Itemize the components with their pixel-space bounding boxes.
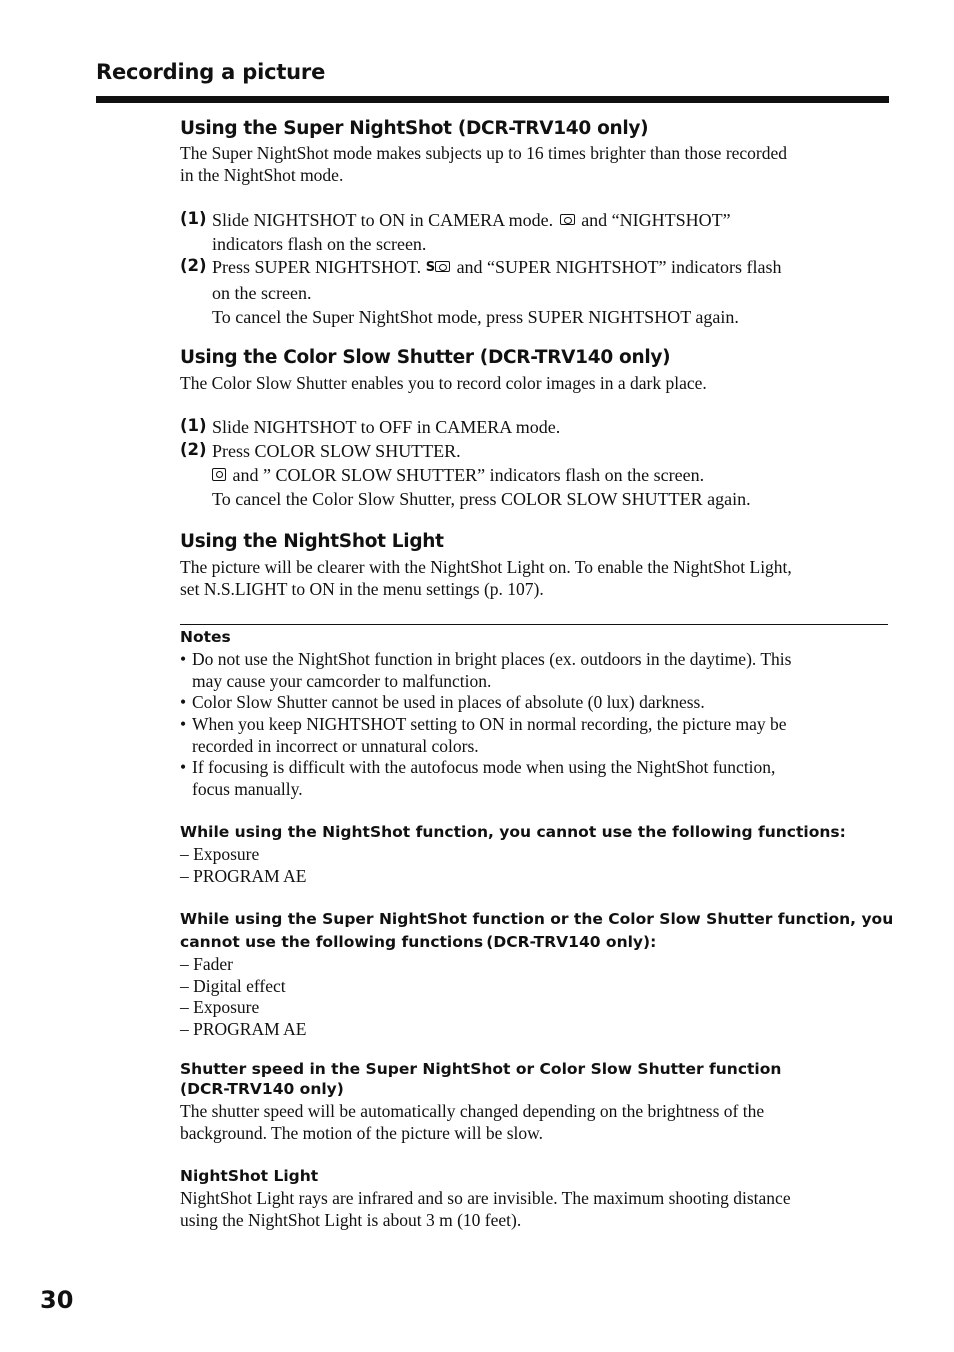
step-text: To cancel the Super NightShot mode, press SUPER NIGHTSHOT again. bbox=[212, 306, 739, 327]
shutter-speed-body bbox=[180, 1101, 888, 1144]
step-number: (2) bbox=[180, 256, 207, 275]
intro-line: The Super NightShot mode makes subjects up to 16 times brighter than those recorded bbox=[180, 143, 788, 163]
bullet-icon: • bbox=[180, 757, 187, 777]
nightshot-indicator-icon bbox=[560, 214, 575, 225]
bullet-icon: • bbox=[180, 714, 187, 734]
body-line: The shutter speed will be automatically changed depending on the brightness of the bbox=[180, 1101, 765, 1121]
body-line: using the NightShot Light is about 3 m (10 feet). bbox=[180, 1209, 522, 1230]
step-text: Press SUPER NIGHTSHOT. bbox=[212, 257, 422, 277]
restriction-item: – PROGRAM AE bbox=[180, 1019, 307, 1039]
restriction-item: – Digital effect bbox=[180, 976, 286, 996]
step-text: and ” COLOR SLOW SHUTTER” indicators flash on the screen. bbox=[232, 465, 705, 485]
note-line: focus manually. bbox=[192, 778, 303, 799]
notes-heading: Notes bbox=[180, 628, 231, 646]
note-line: If focusing is difficult with the autofocus mode when using the NightShot function, bbox=[192, 757, 776, 777]
heading-line: (DCR-TRV140 only) bbox=[180, 1080, 344, 1098]
note-line: Color Slow Shutter cannot be used in places of absolute (0 lux) darkness. bbox=[192, 692, 705, 712]
step-text: To cancel the Color Slow Shutter, press COLOR SLOW SHUTTER again. bbox=[212, 489, 751, 509]
notes-divider bbox=[180, 624, 888, 625]
body-line: NightShot Light rays are infrared and so are invisible. The maximum shooting distance bbox=[180, 1188, 791, 1208]
restriction-item: – Exposure bbox=[180, 844, 260, 864]
heading-line: cannot use the following functions (DCR-TRV140 only): bbox=[180, 933, 657, 951]
step-text: Slide NIGHTSHOT to ON in CAMERA mode. bbox=[212, 210, 554, 230]
step-text: Press COLOR SLOW SHUTTER. bbox=[212, 441, 461, 461]
heading-line: While using the Super NightShot function or the Color Slow Shutter function, you bbox=[180, 910, 894, 928]
step-text: Slide NIGHTSHOT to OFF in CAMERA mode. bbox=[212, 417, 561, 437]
page-number: 30 bbox=[40, 1286, 74, 1314]
super-nightshot-indicator-icon bbox=[435, 261, 450, 272]
step-text: and “NIGHTSHOT” bbox=[581, 210, 731, 230]
super-nightshot-s-icon: S bbox=[425, 259, 436, 275]
step-number: (1) bbox=[180, 416, 207, 435]
header-rule bbox=[96, 96, 889, 103]
restriction-item: – Exposure bbox=[180, 997, 260, 1017]
step-text: indicators flash on the screen. bbox=[212, 234, 427, 254]
step-number: (2) bbox=[180, 440, 207, 459]
body-line: The picture will be clearer with the NightShot Light on. To enable the NightShot Light, bbox=[180, 557, 792, 577]
nightshot-light-heading: Using the NightShot Light bbox=[180, 531, 444, 552]
step-text: and “SUPER NIGHTSHOT” indicators flash bbox=[456, 257, 782, 277]
bullet-icon: • bbox=[180, 692, 187, 712]
super-nightshot-heading: Using the Super NightShot (DCR-TRV140 only) bbox=[180, 118, 649, 139]
body-line: background. The motion of the picture will be slow. bbox=[180, 1122, 544, 1143]
note-line: recorded in incorrect or unnatural colors. bbox=[192, 735, 479, 756]
nightshot-restrictions-heading: While using the NightShot function, you cannot use the following functions: bbox=[180, 823, 846, 841]
shutter-speed-heading bbox=[180, 1059, 888, 1099]
step-text: on the screen. bbox=[212, 282, 312, 303]
color-slow-shutter-intro: The Color Slow Shutter enables you to record color images in a dark place. bbox=[180, 373, 707, 393]
super-nightshot-intro bbox=[180, 142, 888, 186]
bullet-icon: • bbox=[180, 649, 187, 669]
restriction-item: – Fader bbox=[180, 954, 233, 974]
page-header-title: Recording a picture bbox=[96, 60, 326, 84]
step-number: (1) bbox=[180, 209, 207, 228]
nightshot-light-note-body bbox=[180, 1188, 888, 1231]
color-slow-shutter-heading: Using the Color Slow Shutter (DCR-TRV140 only) bbox=[180, 347, 671, 368]
nightshot-light-body bbox=[180, 556, 888, 600]
note-line: When you keep NIGHTSHOT setting to ON in normal recording, the picture may be bbox=[192, 714, 787, 734]
heading-line: Shutter speed in the Super NightShot or Color Slow Shutter function bbox=[180, 1060, 782, 1078]
note-line: may cause your camcorder to malfunction. bbox=[192, 670, 492, 691]
intro-line: in the NightShot mode. bbox=[180, 165, 344, 185]
nightshot-light-note-heading: NightShot Light bbox=[180, 1167, 319, 1185]
restriction-item: – PROGRAM AE bbox=[180, 866, 307, 886]
super-nightshot-restrictions-heading bbox=[180, 908, 894, 954]
color-slow-shutter-icon bbox=[212, 468, 226, 481]
note-line: Do not use the NightShot function in bright places (ex. outdoors in the daytime). This bbox=[192, 649, 792, 669]
body-line: set N.S.LIGHT to ON in the menu settings (p. 107). bbox=[180, 579, 544, 599]
